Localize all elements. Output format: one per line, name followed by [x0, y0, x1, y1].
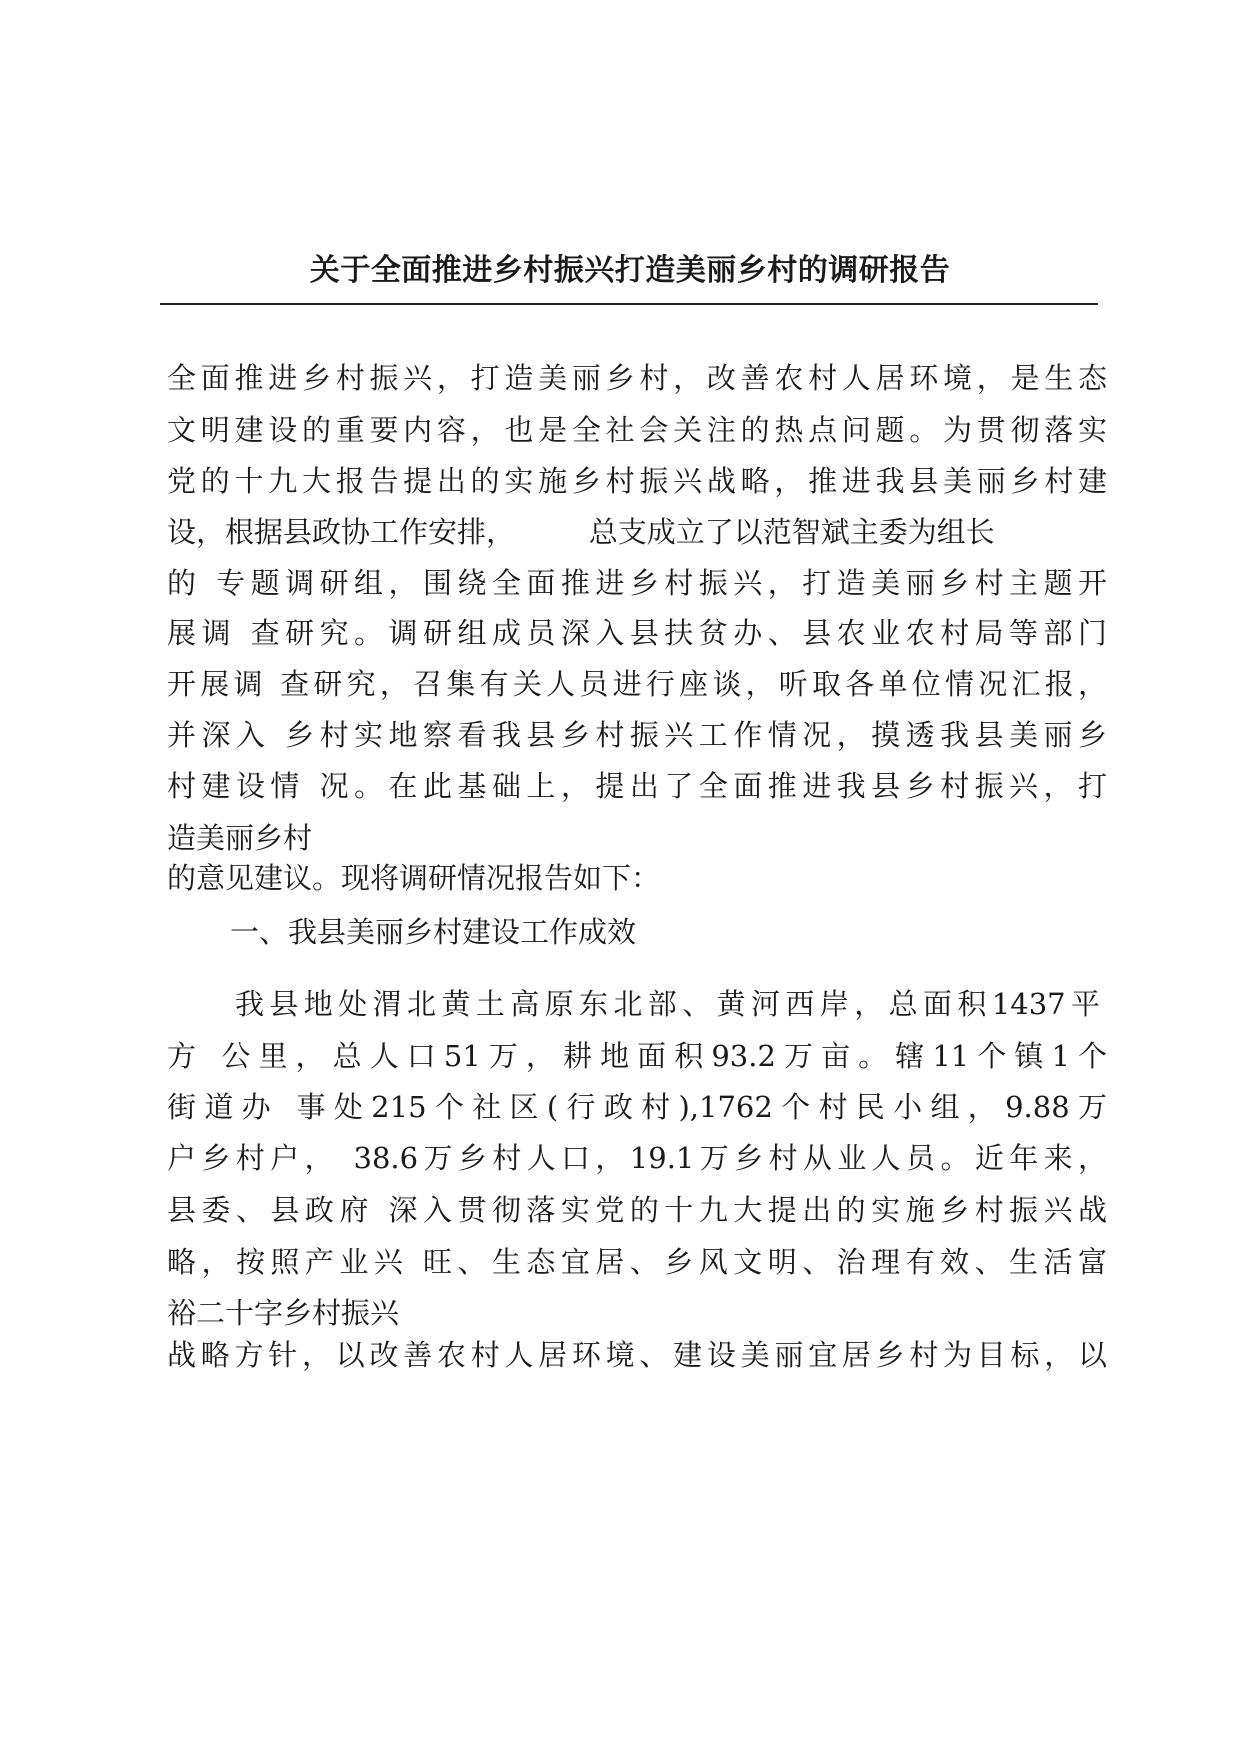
intro-line: 全面推进乡村振兴，打造美丽乡村，改善农村人居环境，是生态: [167, 361, 1107, 395]
section-line: 我县地处渭北黄土高原东北部、黄河西岸，总面积1437平: [235, 987, 1100, 1021]
section-line: 裕二十字乡村振兴: [167, 1296, 400, 1330]
section-line: 战略方针，以改善农村人居环境、建设美丽宜居乡村为目标，以: [167, 1338, 1107, 1372]
intro-line: 党的十九大报告提出的实施乡村振兴战略，推进我县美丽乡村建: [167, 464, 1107, 498]
section-line: 略，按照产业兴 旺、生态宜居、乡风文明、治理有效、生活富: [167, 1245, 1107, 1279]
section-line: 街道办 事处215个社区(行政村),1762个村民小组，9.88万: [167, 1090, 1107, 1124]
section-line: 县委、县政府 深入贯彻落实党的十九大提出的实施乡村振兴战: [167, 1193, 1107, 1227]
intro-line: 展调 查研究。调研组成员深入县扶贫办、县农业农村局等部门: [167, 616, 1107, 650]
intro-line: 的意见建议。现将调研情况报告如下：: [167, 861, 661, 895]
title-underline: [160, 303, 1098, 305]
section-line: 户乡村户， 38.6万乡村人口，19.1万乡村从业人员。近年来，: [167, 1141, 1107, 1175]
document-title: 关于全面推进乡村振兴打造美丽乡村的调研报告: [309, 253, 951, 288]
intro-line: 造美丽乡村: [167, 821, 313, 855]
intro-line: 村建设情 况。在此基础上，提出了全面推进我县乡村振兴，打: [167, 769, 1107, 803]
section-heading: 一、我县美丽乡村建设工作成效: [230, 915, 637, 949]
intro-line: 并深入 乡村实地察看我县乡村振兴工作情况，摸透我县美丽乡: [167, 718, 1107, 752]
intro-line: 文明建设的重要内容，也是全社会关注的热点问题。为贯彻落实: [167, 413, 1107, 447]
intro-line: 设，根据县政协工作安排， 总支成立了以范智斌主委为组长: [167, 515, 995, 549]
intro-line: 开展调 查研究，召集有关人员进行座谈，听取各单位情况汇报，: [167, 667, 1107, 701]
section-line: 方 公里，总人口51万，耕地面积93.2万亩。辖11个镇1个: [167, 1039, 1107, 1073]
intro-line: 的 专题调研组，围绕全面推进乡村振兴，打造美丽乡村主题开: [167, 566, 1107, 600]
